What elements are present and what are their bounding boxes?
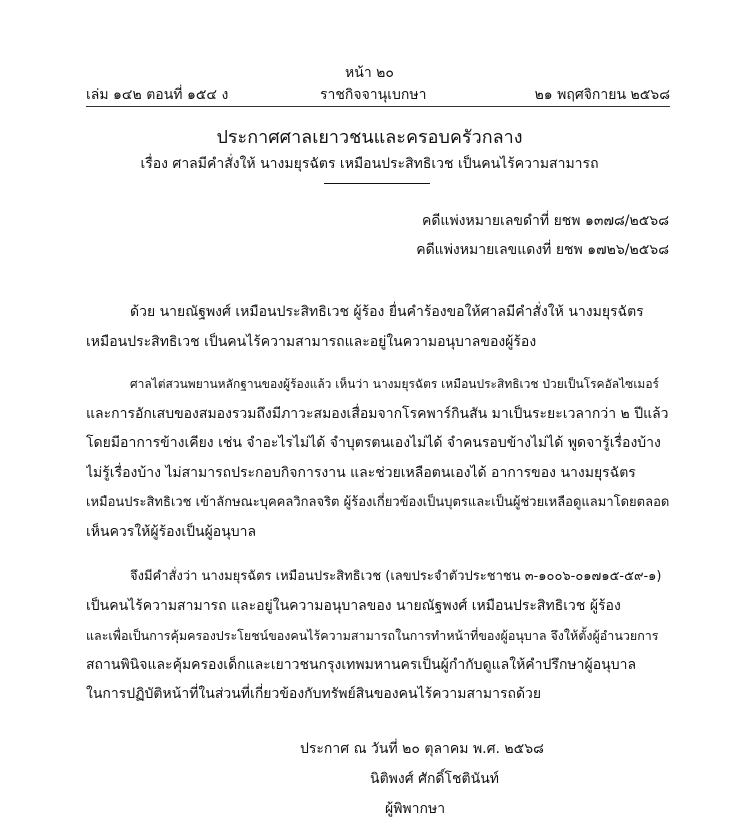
paragraph-petition	[86, 298, 670, 357]
volume-issue: เล่ม ๑๔๒ ตอนที่ ๑๕๔ ง	[86, 87, 229, 103]
paragraph-line: เป็นคนไร้ความสามารถ และอยู่ในความอนุบาลของ นายณัฐพงศ์ เหมือนประสิทธิเวช ผู้ร้อง	[86, 597, 621, 614]
announcement-subject: เรื่อง ศาลมีคำสั่งให้ นางมยุรฉัตร เหมือนประสิทธิเวช เป็นคนไร้ความสามารถ	[140, 156, 599, 172]
publication-date: ๒๑ พฤศจิกายน ๒๕๖๘	[534, 87, 670, 103]
announcement-title: ประกาศศาลเยาวชนและครอบครัวกลาง	[216, 127, 523, 148]
paragraph-line: เห็นควรให้ผู้ร้องเป็นผู้อนุบาล	[86, 523, 257, 540]
paragraph-line: จึงมีคำสั่งว่า นางมยุรฉัตร เหมือนประสิทธิเวช (เลขประจำตัวประชาชน ๓-๑๐๐๖-๐๑๗๑๕-๕๙-๑)	[130, 569, 662, 584]
paragraph-findings	[86, 370, 670, 547]
gazette-header	[86, 84, 670, 104]
title-divider	[324, 183, 430, 184]
paragraph-line: ในการปฏิบัติหน้าที่ในส่วนที่เกี่ยวข้องกับทรัพย์สินของคนไร้ความสามารถด้วย	[86, 686, 542, 702]
paragraph-line: ด้วย นายณัฐพงศ์ เหมือนประสิทธิเวช ผู้ร้อง ยื่นคำร้องขอให้ศาลมีคำสั่งให้ นางมยุรฉัตร	[130, 304, 644, 320]
judge-name: นิติพงศ์ ศักดิ์โชตินันท์	[370, 771, 500, 787]
red-case-number: คดีแพ่งหมายเลขแดงที่ ยชพ ๑๗๒๖/๒๕๖๘	[416, 242, 669, 258]
paragraph-line: เหมือนประสิทธิเวช เข้าลักษณะบุคคลวิกลจริต ผู้ร้องเกี่ยวข้องเป็นบุตรและเป็นผู้ช่วยเหลือดูแลมาโดยตลอด	[86, 495, 670, 510]
announcement-date: ประกาศ ณ วันที่ ๒๐ ตุลาคม พ.ศ. ๒๕๖๘	[300, 741, 544, 757]
paragraph-line: เหมือนประสิทธิเวช เป็นคนไร้ความสามารถและอยู่ในความอนุบาลของผู้ร้อง	[86, 333, 537, 350]
black-case-number: คดีแพ่งหมายเลขดำที่ ยชพ ๑๓๗๘/๒๕๖๘	[421, 213, 669, 229]
gazette-name: ราชกิจจานุเบกษา	[320, 87, 427, 103]
paragraph-order	[86, 562, 670, 710]
paragraph-line: ไม่รู้เรื่องบ้าง ไม่สามารถประกอบกิจการงาน และช่วยเหลือตนเองได้ อาการของ นางมยุรฉัตร	[86, 464, 636, 481]
paragraph-line: ศาลไต่สวนพยานหลักฐานของผู้ร้องแล้ว เห็นว่า นางมยุรฉัตร เหมือนประสิทธิเวช ป่วยเป็นโรคอัลไซเมอร์	[130, 377, 659, 391]
paragraph-line: โดยมีอาการข้างเคียง เช่น จำอะไรไม่ได้ จำบุตรตนเองไม่ได้ จำคนรอบข้างไม่ได้ พูดจารู้เรื่องบ้าง	[86, 435, 661, 451]
paragraph-line: และการอักเสบของสมองรวมถึงมีภาวะสมองเสื่อมจากโรคพาร์กินสัน มาเป็นระยะเวลากว่า ๒ ปีแล้ว	[86, 405, 669, 422]
judge-title: ผู้พิพากษา	[385, 801, 446, 817]
header-divider	[86, 106, 670, 107]
paragraph-line: และเพื่อเป็นการคุ้มครองประโยชน์ของคนไร้ความสามารถในการทำหน้าที่ของผู้อนุบาล จึงให้ตั้งผู้อำนวยการ	[86, 628, 659, 643]
page-number: หน้า ๒๐	[345, 65, 394, 81]
paragraph-line: สถานพินิจและคุ้มครองเด็กและเยาวชนกรุงเทพมหานครเป็นผู้กำกับดูแลให้คำปรึกษาผู้อนุบาล	[86, 656, 637, 673]
